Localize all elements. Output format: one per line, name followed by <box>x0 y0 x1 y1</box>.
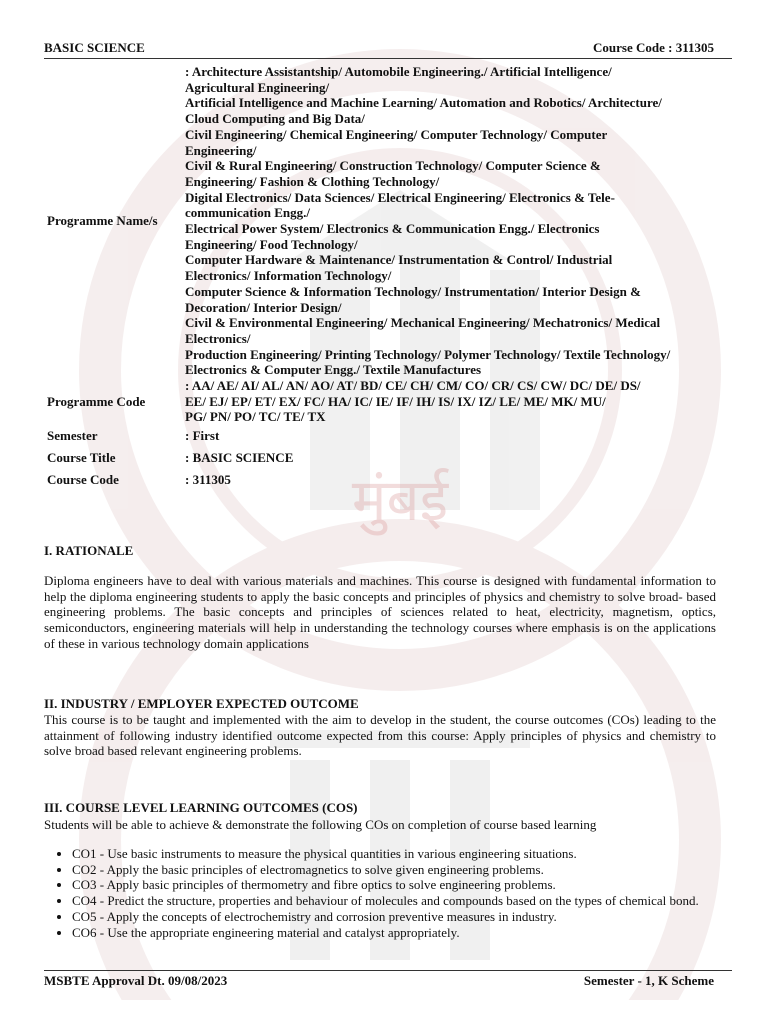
programme-names-value <box>182 64 732 378</box>
programme-line: : Architecture Assistantship/ Automobile Engineering./ Artificial Intelligence/ <box>185 64 612 79</box>
footer-semester-scheme: Semester - 1, K Scheme <box>583 973 714 988</box>
programme-line: Digital Electronics/ Data Sciences/ Electrical Engineering/ Electronics & Tele- <box>185 189 615 205</box>
programme-line: Cloud Computing and Big Data/ <box>185 111 365 127</box>
programme-names-label: Programme Name/s <box>47 213 158 229</box>
programme-line: Production Engineering/ Printing Technology/ Polymer Technology/ Textile Technology/ <box>185 346 671 362</box>
programme-line: Decoration/ Interior Design/ <box>185 299 342 315</box>
list-item: • CO6 - Use the appropriate engineering material and catalyst appropriately. <box>72 925 732 941</box>
list-item: • CO3 - Apply basic principles of thermometry and fibre optics to solve engineering problems. <box>72 877 732 893</box>
page-footer <box>44 970 732 989</box>
course-title-row <box>44 447 732 469</box>
programme-line: Electronics & Computer Engg./ Textile Manufactures <box>185 362 482 378</box>
programme-line: Computer Hardware & Maintenance/ Instrumentation & Control/ Industrial <box>185 252 613 268</box>
list-item: • CO5 - Apply the concepts of electrochemistry and corrosion preventive measures in industry. <box>72 909 732 925</box>
footer-approval-date: MSBTE Approval Dt. 09/08/2023 <box>44 973 228 988</box>
list-item: • CO4 - Predict the structure, properties and behaviour of molecules and compounds based on the types of chemical bond. <box>72 893 732 909</box>
industry-outcome-heading: II. INDUSTRY / EMPLOYER EXPECTED OUTCOME <box>44 696 359 711</box>
programme-line: Civil & Environmental Engineering/ Mechanical Engineering/ Mechatronics/ Medical <box>185 315 661 331</box>
programme-code-value <box>182 378 732 425</box>
industry-outcome-text: This course is to be taught and implemented with the aim to develop in the student, the course outcomes (COs) leading to the attainment of following industry identified outcome expected from this course: Apply principles of physics and chemistry to solve broad based relevant engineering problems. <box>44 712 716 759</box>
programme-names-row <box>44 64 732 378</box>
programme-line: Computer Science & Information Technology/ Instrumentation/ Interior Design & <box>185 283 641 299</box>
course-info-table <box>44 64 732 490</box>
page-header <box>44 40 732 59</box>
programme-line: Civil & Rural Engineering/ Construction Technology/ Computer Science & <box>185 158 601 174</box>
programme-line: Electrical Power System/ Electronics & Communication Engg./ Electronics <box>185 221 600 237</box>
programme-code-line: : AA/ AE/ AI/ AL/ AN/ AO/ AT/ BD/ CE/ CH/ CM/ CO/ CR/ CS/ CW/ DC/ DE/ DS/ <box>185 378 641 394</box>
watermark-text: मुंबई <box>351 466 449 534</box>
programme-line: Engineering/ Fashion & Clothing Technology/ <box>185 173 440 189</box>
semester-label: Semester <box>47 428 98 444</box>
programme-code-line: PG/ PN/ PO/ TC/ TE/ TX <box>185 409 326 425</box>
programme-line: Artificial Intelligence and Machine Learning/ Automation and Robotics/ Architecture/ <box>185 95 662 111</box>
header-course-code: Course Code : 311305 <box>593 40 714 55</box>
semester-value: : First <box>185 428 220 444</box>
course-outcomes-heading: III. COURSE LEVEL LEARNING OUTCOMES (COS) <box>44 800 358 815</box>
programme-line: Civil Engineering/ Chemical Engineering/ Computer Technology/ Computer <box>185 126 608 142</box>
programme-code-row <box>44 378 732 425</box>
course-title-value: : BASIC SCIENCE <box>185 449 294 465</box>
course-code-label: Course Code <box>47 471 119 487</box>
course-outcomes-list <box>44 846 732 940</box>
programme-line: Electronics/ <box>185 330 251 346</box>
programme-line: Engineering/ <box>185 142 257 158</box>
programme-line: Engineering/ Food Technology/ <box>185 236 358 252</box>
programme-line: communication Engg./ <box>185 205 310 221</box>
rationale-heading: I. RATIONALE <box>44 543 134 558</box>
list-item: • CO1 - Use basic instruments to measure the physical quantities in various engineering situations. <box>72 846 732 862</box>
rationale-text: Diploma engineers have to deal with various materials and machines. This course is designed with fundamental information to help the diploma engineering students to apply the basic concepts and principles of physics and chemistry to solve broad- based engineering problems. The basic concepts and principles of sciences related to heat, electricity, magnetism, optics, semiconductors, engineering materials will help in understanding the technology courses where emphasis is on the applications of these in various technology domain applications <box>44 573 716 651</box>
programme-line: Electronics/ Information Technology/ <box>185 268 392 284</box>
course-outcomes-intro: Students will be able to achieve & demonstrate the following COs on completion of course based learning <box>44 817 597 832</box>
programme-code-label: Programme Code <box>47 393 146 409</box>
course-title-label: Course Title <box>47 449 116 465</box>
programme-code-line: EE/ EJ/ EP/ ET/ EX/ FC/ HA/ IC/ IE/ IF/ IH/ IS/ IX/ IZ/ LE/ ME/ MK/ MU/ <box>185 393 606 409</box>
course-code-value: : 311305 <box>185 471 231 487</box>
header-course-name: BASIC SCIENCE <box>44 40 145 55</box>
list-item: • CO2 - Apply the basic principles of electromagnetics to solve given engineering problems. <box>72 862 732 878</box>
semester-row <box>44 425 732 447</box>
course-code-row <box>44 469 732 491</box>
programme-line: Agricultural Engineering/ <box>185 79 330 95</box>
